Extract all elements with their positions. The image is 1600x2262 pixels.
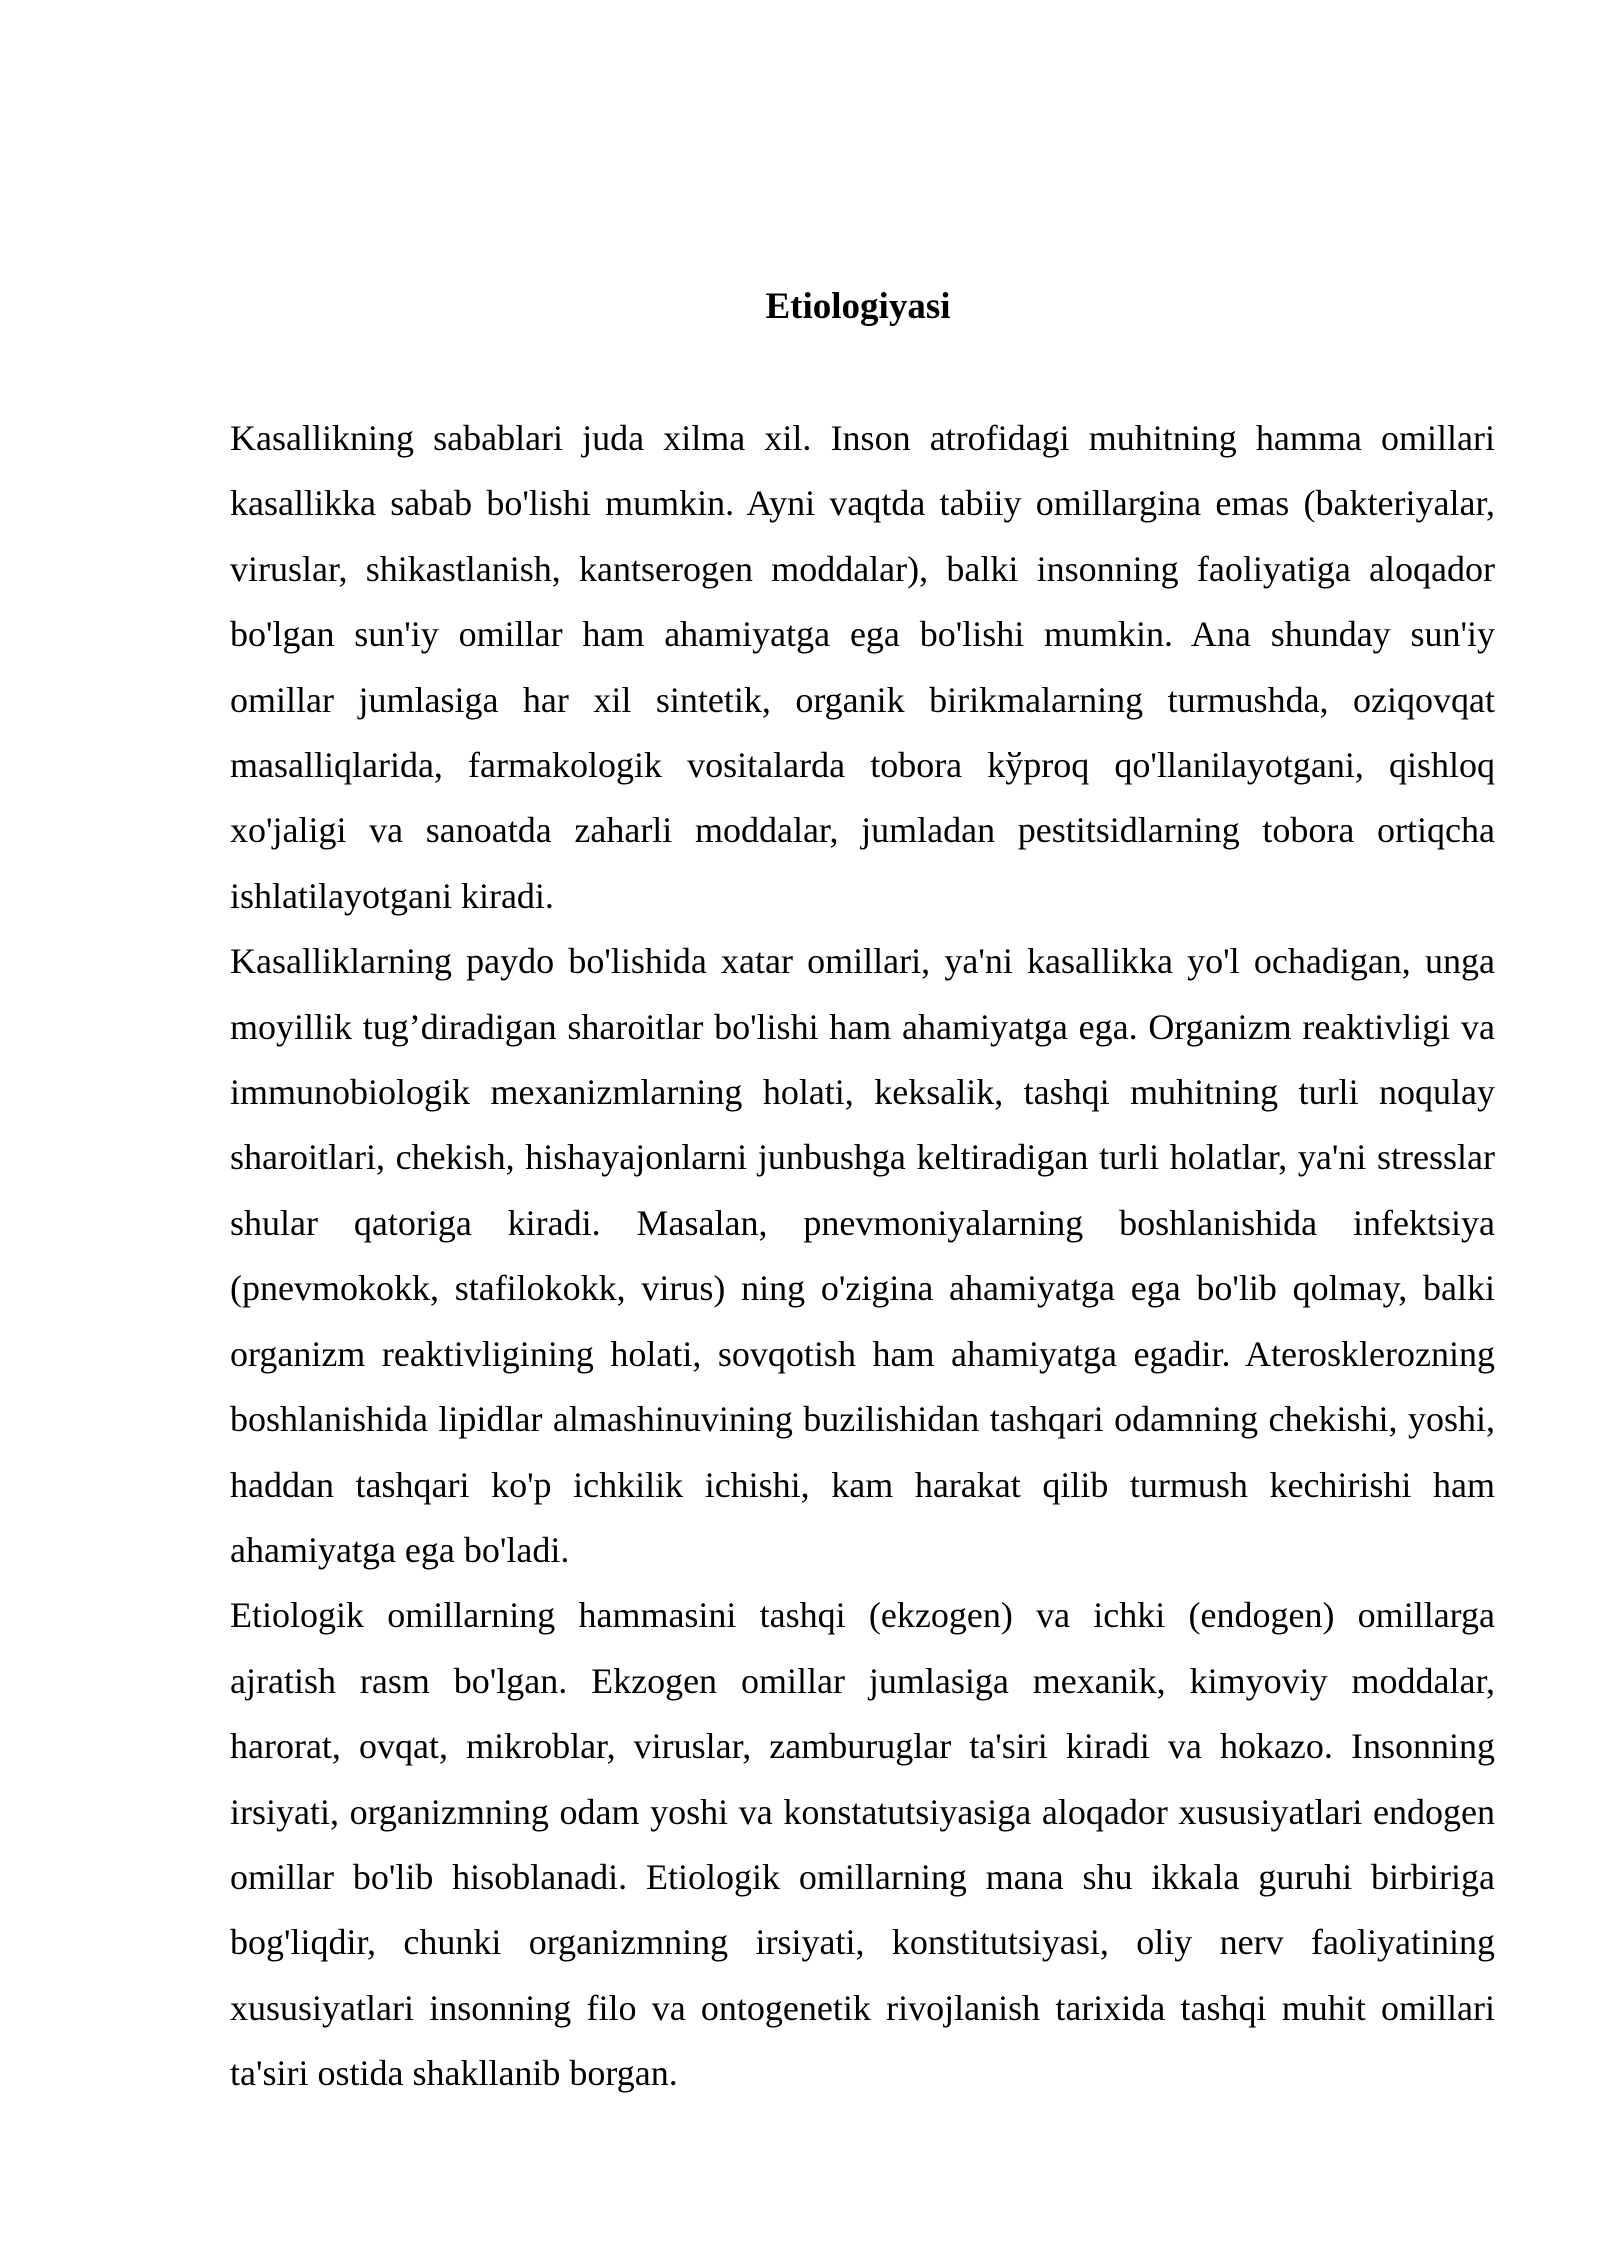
paragraph-risk-factors: Kasalliklarning paydo bo'lishida xatar omillari, ya'ni kasallikka yo'l ochadigan, unga moyillik tug’diradigan sharoitlar bo'lishi ham ahamiyatga ega. Organizm reaktivligi va immunobiologik mexanizmlarning holati, keksalik, tashqi muhitning turli noqulay sharoitlari, chekish, hishayajonlarni junbushga keltiradigan turli holatlar, ya'ni stresslar shular qatoriga kiradi. Masalan, pnevmoniyalarning boshlanishida infektsiya (pnevmokokk, stafilokokk, virus) ning o'zigina ahamiyatga ega bo'lib qolmay, balki organizm reaktivligining holati, sovqotish ham ahamiyatga egadir. Aterosklerozning boshlanishida lipidlar almashinuvining buzilishidan tashqari odamning chekishi, yoshi, haddan tashqari ko'p ichkilik ichishi, kam harakat qilib turmush kechirishi ham ahamiyatga ega bo'ladi. [230,941,1495,1570]
page-title: Etiologiyasi [765,286,951,327]
paragraph-exogenous-endogenous: Etiologik omillarning hammasini tashqi (ekzogen) va ichki (endogen) omillarga ajratish rasm bo'lgan. Ekzogen omillar jumlasiga mexanik, kimyoviy moddalar, harorat, ovqat, mikroblar, viruslar, zamburuglar ta'siri kiradi va hokazo. Insonning irsiyati, organizmning odam yoshi va konstatutsiyasiga aloqador xususiyatlari endogen omillar bo'lib hisoblanadi. Etiologik omillarning mana shu ikkala guruhi birbiriga bog'liqdir, chunki organizmning irsiyati, konstitutsiyasi, oliy nerv faoliyatining xususiyatlari insonning filo va ontogenetik rivojlanish tarixida tashqi muhit omillari ta'siri ostida shakllanib borgan. [230,1595,1495,2094]
document-body [230,406,1495,2107]
paragraph-causes: Kasallikning sabablari juda xilma xil. Inson atrofidagi muhitning hamma omillari kasallikka sabab bo'lishi mumkin. Ayni vaqtda tabiiy omillargina emas (bakteriyalar, viruslar, shikastlanish, kantserogen moddalar), balki insonning faoliyatiga aloqador bo'lgan sun'iy omillar ham ahamiyatga ega bo'lishi mumkin. Ana shunday sun'iy omillar jumlasiga har xil sintetik, organik birikmalarning turmushda, oziqovqat masalliqlarida, farmakologik vositalarda tobora kўproq qo'llanilayotgani, qishloq xo'jaligi va sanoatda zaharli moddalar, jumladan pestitsidlarning tobora ortiqcha ishlatilayotgani kiradi. [230,418,1495,916]
